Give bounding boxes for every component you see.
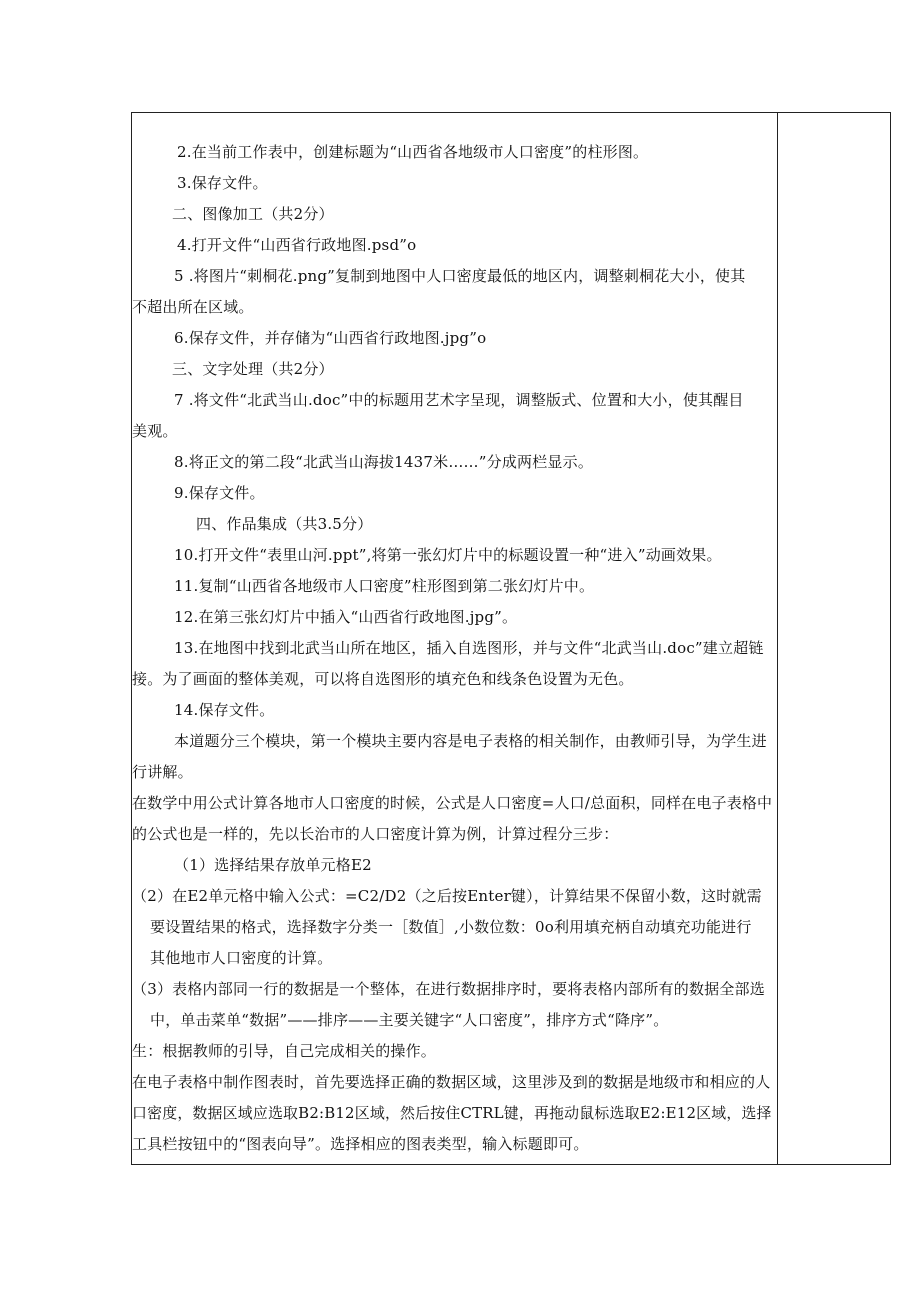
text-line: 4.打开文件“山西省行政地图.psd”o [177,236,417,254]
text-line: 14.保存文件。 [174,701,275,719]
section-heading: 二、图像加工（共2分） [172,205,334,223]
text-line: 生：根据教师的引导，自己完成相关的操作。 [132,1042,437,1060]
text-line: 5 .将图片“刺桐花.png”复制到地图中人口密度最低的地区内，调整刺桐花大小，使其 [174,267,746,285]
text-line: 要设置结果的格式，选择数字分类一［数值］,小数位数：0o利用填充柄自动填充功能进行 [150,918,752,936]
content-cell [132,113,777,1164]
text-line: 7 .将文件“北武当山.doc”中的标题用艺术字呈现，调整版式、位置和大小，使其醒目 [174,391,744,409]
text-line: 10.打开文件“表里山河.ppt”,将第一张幻灯片中的标题设置一种“进入”动画效果。 [174,546,722,564]
text-line: （3）表格内部同一行的数据是一个整体，在进行数据排序时，要将表格内部所有的数据全部选 [132,980,765,998]
text-line: 口密度，数据区域应选取B2:B12区域，然后按住CTRL键，再拖动鼠标选取E2:E12区域，选择 [132,1104,772,1122]
text-line: 3.保存文件。 [177,174,268,192]
text-line: 9.保存文件。 [174,484,265,502]
text-line: 中，单击菜单“数据”——排序——主要关键字“人口密度”，排序方式“降序”。 [150,1011,669,1029]
text-line: 2.在当前工作表中，创建标题为“山西省各地级市人口密度”的柱形图。 [177,143,649,161]
text-line: （1）选择结果存放单元格E2 [174,856,372,874]
text-line: 行讲解。 [132,763,193,781]
section-heading: 四、作品集成（共3.5分） [196,515,373,533]
text-line: 13.在地图中找到北武当山所在地区，插入自选图形，并与文件“北武当山.doc”建立超链 [174,639,764,657]
text-line: 本道题分三个模块，第一个模块主要内容是电子表格的相关制作，由教师引导，为学生进 [174,732,767,750]
text-line: 美观。 [132,422,178,440]
lesson-table [131,112,891,1165]
text-line: 的公式也是一样的，先以长治市的人口密度计算为例，计算过程分三步： [132,825,619,843]
section-heading: 三、文字处理（共2分） [172,360,334,378]
text-line: 工具栏按钮中的“图表向导”。选择相应的图表类型，输入标题即可。 [132,1135,589,1153]
text-line: 在数学中用公式计算各地市人口密度的时候，公式是人口密度=人口/总面积，同样在电子表格中 [132,794,773,812]
text-line: 8.将正文的第二段“北武当山海拔1437米……”分成两栏显示。 [174,453,594,471]
text-line: 11.复制“山西省各地级市人口密度”柱形图到第二张幻灯片中。 [174,577,595,595]
text-line: 6.保存文件，并存储为“山西省行政地图.jpg”o [174,329,487,347]
text-line: 不超出所在区域。 [132,298,254,316]
column-divider [777,113,778,1164]
text-line: （2）在E2单元格中输入公式：=C2/D2（之后按Enter键），计算结果不保留小数，这时就需 [132,887,762,905]
text-line: 12.在第三张幻灯片中插入“山西省行政地图.jpg”。 [174,608,518,626]
text-line: 接。为了画面的整体美观，可以将自选图形的填充色和线条色设置为无色。 [132,670,634,688]
text-line: 在电子表格中制作图表时，首先要选择正确的数据区域，这里涉及到的数据是地级市和相应的人 [132,1073,771,1091]
text-line: 其他地市人口密度的计算。 [150,949,333,967]
